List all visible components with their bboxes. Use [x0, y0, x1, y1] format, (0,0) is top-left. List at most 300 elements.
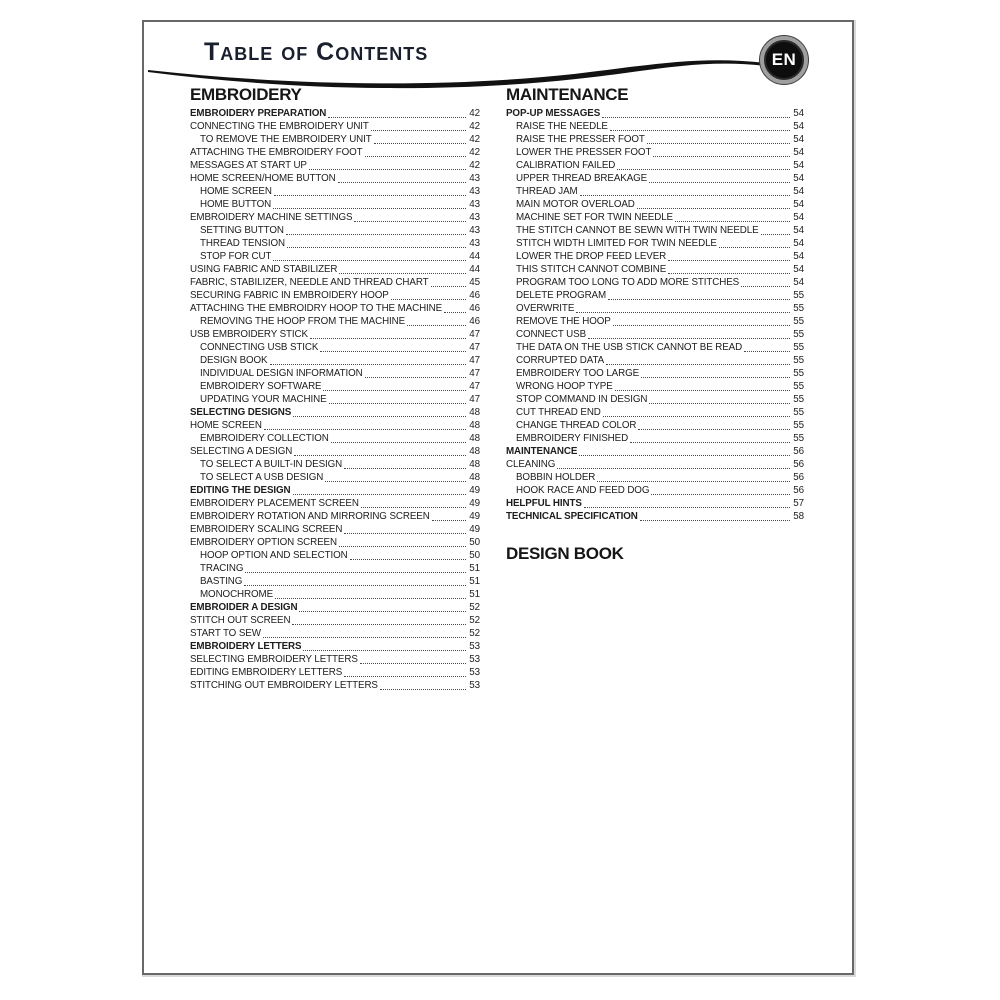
toc-entry-page: 54 — [793, 264, 804, 275]
dot-leader — [444, 312, 466, 313]
toc-entry-page: 43 — [469, 238, 480, 249]
toc-entry — [190, 497, 480, 510]
dot-leader — [637, 208, 790, 209]
toc-entry-page: 54 — [793, 251, 804, 262]
toc-entry-page: 53 — [469, 667, 480, 678]
dot-leader — [597, 481, 790, 482]
toc-entry-label: CORRUPTED DATA — [516, 355, 605, 366]
toc-entry-label: STOP COMMAND IN DESIGN — [516, 394, 648, 405]
toc-entry — [190, 367, 480, 380]
toc-entry-label: WRONG HOOP TYPE — [516, 381, 613, 392]
toc-entry-page: 48 — [469, 446, 480, 457]
toc-entry-page: 45 — [469, 277, 480, 288]
toc-entry — [190, 666, 480, 679]
toc-entry-page: 55 — [793, 420, 804, 431]
toc-entry-page: 49 — [469, 498, 480, 509]
toc-entry-page: 54 — [793, 121, 804, 132]
toc-entry-label: INDIVIDUAL DESIGN INFORMATION — [200, 368, 363, 379]
toc-entry-label: PROGRAM TOO LONG TO ADD MORE STITCHES — [516, 277, 740, 288]
toc-entry-label: STITCH WIDTH LIMITED FOR TWIN NEEDLE — [516, 238, 717, 249]
toc-entry-page: 51 — [469, 589, 480, 600]
toc-entry — [190, 107, 480, 120]
toc-entry-label: EMBROIDERY SCALING SCREEN — [190, 524, 343, 535]
toc-entry-page: 48 — [469, 472, 480, 483]
toc-entry — [506, 393, 804, 406]
dot-leader — [310, 338, 466, 339]
toc-entry — [506, 107, 804, 120]
toc-entry-page: 52 — [469, 615, 480, 626]
toc-entry-label: HOME BUTTON — [200, 199, 272, 210]
toc-entry — [506, 120, 804, 133]
toc-entry — [190, 562, 480, 575]
toc-entry-page: 54 — [793, 108, 804, 119]
dot-leader — [744, 351, 790, 352]
toc-entry — [190, 640, 480, 653]
toc-entry-page: 55 — [793, 368, 804, 379]
toc-entry-label: REMOVING THE HOOP FROM THE MACHINE — [200, 316, 406, 327]
toc-entry-page: 55 — [793, 316, 804, 327]
toc-entry-page: 51 — [469, 576, 480, 587]
toc-entry-page: 42 — [469, 160, 480, 171]
manual-page — [142, 20, 854, 975]
dot-leader — [360, 663, 466, 664]
toc-entry-page: 47 — [469, 329, 480, 340]
toc-entry-label: SELECTING EMBROIDERY LETTERS — [190, 654, 358, 665]
toc-entry-page: 46 — [469, 303, 480, 314]
toc-entry — [506, 315, 804, 328]
toc-entry-label: EMBROIDERY TOO LARGE — [516, 368, 640, 379]
toc-entry-label: CALIBRATION FAILED — [516, 160, 616, 171]
toc-entry — [190, 263, 480, 276]
toc-entry-page: 56 — [793, 459, 804, 470]
toc-entry — [506, 276, 804, 289]
toc-entry-page: 55 — [793, 394, 804, 405]
dot-leader — [323, 390, 466, 391]
dot-leader — [651, 494, 790, 495]
dot-leader — [668, 260, 790, 261]
toc-entry-label: SELECTING A DESIGN — [190, 446, 293, 457]
toc-entry — [190, 679, 480, 692]
toc-entry — [190, 653, 480, 666]
toc-entry — [190, 133, 480, 146]
dot-leader — [391, 299, 466, 300]
toc-entry-page: 46 — [469, 316, 480, 327]
dot-leader — [270, 364, 467, 365]
toc-entry-label: REMOVE THE HOOP — [516, 316, 611, 327]
toc-entry-page: 53 — [469, 654, 480, 665]
dot-leader — [273, 208, 466, 209]
toc-entry-page: 54 — [793, 160, 804, 171]
toc-entry — [190, 211, 480, 224]
dot-leader — [588, 338, 790, 339]
dot-leader — [374, 143, 466, 144]
section-heading-maintenance: MAINTENANCE — [506, 85, 629, 104]
toc-entry — [506, 510, 804, 523]
toc-entry — [190, 315, 480, 328]
dot-leader — [328, 117, 466, 118]
toc-entry-page: 42 — [469, 134, 480, 145]
toc-entry-page: 48 — [469, 459, 480, 470]
toc-entry-page: 56 — [793, 446, 804, 457]
toc-entry — [190, 380, 480, 393]
toc-entry-label: THREAD TENSION — [200, 238, 285, 249]
toc-entry — [190, 536, 480, 549]
toc-entry-page: 55 — [793, 303, 804, 314]
dot-leader — [432, 520, 466, 521]
toc-entry — [190, 588, 480, 601]
toc-entry-label: USING FABRIC AND STABILIZER — [190, 264, 338, 275]
toc-entry — [190, 575, 480, 588]
toc-entry-label: DELETE PROGRAM — [516, 290, 607, 301]
toc-entry-label: STITCHING OUT EMBROIDERY LETTERS — [190, 680, 378, 691]
toc-entry — [506, 354, 804, 367]
toc-entry-label: CONNECTING THE EMBROIDERY UNIT — [190, 121, 369, 132]
toc-entry-page: 47 — [469, 394, 480, 405]
toc-entry-label: TRACING — [200, 563, 244, 574]
toc-entry-page: 54 — [793, 212, 804, 223]
toc-entry-page: 55 — [793, 433, 804, 444]
toc-entry — [190, 302, 480, 315]
dot-leader — [579, 455, 790, 456]
toc-entry-label: EDITING THE DESIGN — [190, 485, 291, 496]
toc-entry-label: HOOP OPTION AND SELECTION — [200, 550, 348, 561]
toc-entry-label: EMBROIDERY OPTION SCREEN — [190, 537, 337, 548]
toc-entry-label: EMBROIDERY FINISHED — [516, 433, 629, 444]
toc-entry-page: 53 — [469, 641, 480, 652]
dot-leader — [294, 455, 466, 456]
dot-leader — [761, 234, 790, 235]
dot-leader — [613, 325, 790, 326]
toc-entry — [506, 406, 804, 419]
toc-entry-page: 48 — [469, 420, 480, 431]
toc-entry — [190, 198, 480, 211]
section-heading-design-book: DESIGN BOOK — [506, 544, 624, 563]
toc-entry-label: MACHINE SET FOR TWIN NEEDLE — [516, 212, 673, 223]
dot-leader — [273, 260, 466, 261]
toc-entry — [190, 549, 480, 562]
toc-entry-page: 52 — [469, 628, 480, 639]
dot-leader — [344, 533, 466, 534]
toc-entry-page: 54 — [793, 199, 804, 210]
toc-entry-label: CONNECT USB — [516, 329, 587, 340]
toc-entry — [506, 367, 804, 380]
toc-entry-page: 49 — [469, 485, 480, 496]
toc-entry — [506, 250, 804, 263]
toc-entry-label: EDITING EMBROIDERY LETTERS — [190, 667, 343, 678]
toc-entry-label: ATTACHING THE EMBROIDRY HOOP TO THE MACHINE — [190, 303, 443, 314]
dot-leader — [338, 182, 466, 183]
toc-entry-label: SETTING BUTTON — [200, 225, 284, 236]
toc-entry — [506, 419, 804, 432]
toc-entry-label: MONOCHROME — [200, 589, 274, 600]
dot-leader — [361, 507, 466, 508]
toc-entry-label: SELECTING DESIGNS — [190, 407, 292, 418]
dot-leader — [647, 143, 790, 144]
toc-entry — [190, 159, 480, 172]
toc-entry-label: OVERWRITE — [516, 303, 575, 314]
toc-entry-page: 55 — [793, 355, 804, 366]
toc-entry-label: EMBROIDERY ROTATION AND MIRRORING SCREEN — [190, 511, 430, 522]
toc-entry-page: 55 — [793, 342, 804, 353]
toc-entry-label: THIS STITCH CANNOT COMBINE — [516, 264, 667, 275]
toc-entry — [506, 211, 804, 224]
toc-column-maintenance — [506, 86, 804, 566]
dot-leader — [320, 351, 466, 352]
toc-entry-label: STOP FOR CUT — [200, 251, 272, 262]
toc-entry-page: 55 — [793, 381, 804, 392]
toc-entry — [506, 328, 804, 341]
toc-entry — [190, 601, 480, 614]
toc-entry — [506, 484, 804, 497]
toc-entry-label: TECHNICAL SPECIFICATION — [506, 511, 638, 522]
toc-entry — [190, 224, 480, 237]
dot-leader — [287, 247, 466, 248]
toc-entry — [190, 419, 480, 432]
dot-leader — [275, 598, 466, 599]
toc-entry — [506, 445, 804, 458]
dot-leader — [606, 364, 790, 365]
toc-entry-label: HOME SCREEN/HOME BUTTON — [190, 173, 336, 184]
toc-entry-label: START TO SEW — [190, 628, 261, 639]
dot-leader — [245, 572, 466, 573]
dot-leader — [299, 611, 466, 612]
dot-leader — [608, 299, 790, 300]
toc-entry — [190, 432, 480, 445]
toc-column-embroidery — [190, 86, 480, 692]
dot-leader — [309, 169, 466, 170]
toc-entry-page: 54 — [793, 134, 804, 145]
toc-entry — [190, 458, 480, 471]
toc-entry — [506, 380, 804, 393]
dot-leader — [653, 156, 790, 157]
dot-leader — [602, 117, 790, 118]
dot-leader — [668, 273, 790, 274]
toc-entry-label: THREAD JAM — [516, 186, 578, 197]
toc-entry-label: EMBROIDERY SOFTWARE — [200, 381, 322, 392]
dot-leader — [344, 468, 466, 469]
toc-entry-page: 55 — [793, 329, 804, 340]
toc-entry — [190, 120, 480, 133]
toc-entry-label: ATTACHING THE EMBROIDERY FOOT — [190, 147, 363, 158]
dot-leader — [675, 221, 790, 222]
toc-entry — [190, 445, 480, 458]
toc-entry-page: 49 — [469, 511, 480, 522]
section-heading-embroidery: EMBROIDERY — [190, 85, 302, 104]
toc-entry — [506, 302, 804, 315]
dot-leader — [350, 559, 466, 560]
toc-entry-label: CLEANING — [506, 459, 556, 470]
toc-entry — [190, 276, 480, 289]
toc-entry-page: 49 — [469, 524, 480, 535]
toc-entry-label: EMBROIDERY PREPARATION — [190, 108, 327, 119]
toc-entry-label: HOME SCREEN — [200, 186, 272, 197]
toc-entry-label: CONNECTING USB STICK — [200, 342, 319, 353]
toc-entry-label: SECURING FABRIC IN EMBROIDERY HOOP — [190, 290, 389, 301]
toc-entry-page: 43 — [469, 186, 480, 197]
toc-entry-label: DESIGN BOOK — [200, 355, 268, 366]
toc-entry-page: 48 — [469, 407, 480, 418]
toc-entry — [190, 406, 480, 419]
toc-entry-label: CUT THREAD END — [516, 407, 601, 418]
toc-entry-label: TO SELECT A BUILT-IN DESIGN — [200, 459, 343, 470]
toc-entry-label: TO SELECT A USB DESIGN — [200, 472, 324, 483]
toc-entry — [506, 497, 804, 510]
toc-entry-page: 54 — [793, 186, 804, 197]
toc-entry-page: 54 — [793, 277, 804, 288]
toc-entry — [190, 328, 480, 341]
toc-entry — [506, 341, 804, 354]
toc-entry-label: EMBROIDER A DESIGN — [190, 602, 298, 613]
dot-leader — [286, 234, 466, 235]
toc-entry — [506, 146, 804, 159]
dot-leader — [244, 585, 466, 586]
dot-leader — [293, 416, 466, 417]
toc-entry-label: FABRIC, STABILIZER, NEEDLE AND THREAD CHART — [190, 277, 429, 288]
toc-entry-page: 44 — [469, 264, 480, 275]
toc-entry-label: MAIN MOTOR OVERLOAD — [516, 199, 635, 210]
toc-entry — [190, 289, 480, 302]
toc-entry-page: 46 — [469, 290, 480, 301]
dot-leader — [584, 507, 790, 508]
toc-entry — [190, 510, 480, 523]
dot-leader — [603, 416, 790, 417]
dot-leader — [371, 130, 466, 131]
language-badge-label: EN — [771, 50, 797, 69]
toc-entry-label: THE STITCH CANNOT BE SEWN WITH TWIN NEEDLE — [516, 225, 759, 236]
dot-leader — [365, 156, 466, 157]
toc-entry — [506, 263, 804, 276]
dot-leader — [741, 286, 790, 287]
dot-leader — [615, 390, 790, 391]
toc-entry-page: 55 — [793, 290, 804, 301]
toc-entry-label: EMBROIDERY COLLECTION — [200, 433, 329, 444]
toc-entry — [190, 237, 480, 250]
dot-leader — [339, 273, 466, 274]
toc-entry-page: 43 — [469, 225, 480, 236]
dot-leader — [331, 442, 466, 443]
toc-entry-page: 57 — [793, 498, 804, 509]
toc-entry-page: 55 — [793, 407, 804, 418]
dot-leader — [339, 546, 466, 547]
dot-leader — [344, 676, 466, 677]
toc-entry — [190, 146, 480, 159]
toc-entry-label: LOWER THE PRESSER FOOT — [516, 147, 652, 158]
dot-leader — [617, 169, 790, 170]
toc-entry — [506, 159, 804, 172]
dot-leader — [407, 325, 466, 326]
toc-entry-page: 58 — [793, 511, 804, 522]
toc-entry — [190, 172, 480, 185]
toc-entry-page: 48 — [469, 433, 480, 444]
toc-entry — [190, 523, 480, 536]
toc-entry — [190, 250, 480, 263]
toc-entry-label: MAINTENANCE — [506, 446, 578, 457]
toc-entry — [506, 471, 804, 484]
toc-entry-label: HELPFUL HINTS — [506, 498, 582, 509]
toc-entry-label: UPPER THREAD BREAKAGE — [516, 173, 648, 184]
toc-entry — [506, 133, 804, 146]
dot-leader — [264, 429, 466, 430]
toc-entry-label: RAISE THE NEEDLE — [516, 121, 608, 132]
dot-leader — [649, 403, 790, 404]
toc-entry — [506, 198, 804, 211]
dot-leader — [263, 637, 466, 638]
page-title: Table of Contents — [204, 38, 429, 66]
toc-entry-page: 47 — [469, 355, 480, 366]
toc-entry-page: 54 — [793, 225, 804, 236]
dot-leader — [293, 494, 466, 495]
toc-entry — [190, 354, 480, 367]
toc-entry-label: USB EMBROIDERY STICK — [190, 329, 308, 340]
toc-entry-label: EMBROIDERY LETTERS — [190, 641, 302, 652]
toc-entry — [506, 432, 804, 445]
toc-entries-maintenance — [506, 107, 804, 523]
toc-entry-label: HOME SCREEN — [190, 420, 262, 431]
dot-leader — [354, 221, 466, 222]
toc-entry — [506, 224, 804, 237]
dot-leader — [641, 377, 790, 378]
toc-entry — [190, 471, 480, 484]
toc-entry-page: 44 — [469, 251, 480, 262]
dot-leader — [630, 442, 790, 443]
toc-entry-label: RAISE THE PRESSER FOOT — [516, 134, 645, 145]
toc-entry-label: UPDATING YOUR MACHINE — [200, 394, 327, 405]
toc-entry-label: POP-UP MESSAGES — [506, 108, 601, 119]
dot-leader — [329, 403, 466, 404]
toc-entry-page: 50 — [469, 537, 480, 548]
dot-leader — [557, 468, 790, 469]
toc-entry-label: CHANGE THREAD COLOR — [516, 420, 637, 431]
dot-leader — [380, 689, 466, 690]
toc-entry — [506, 172, 804, 185]
toc-entry-page: 43 — [469, 173, 480, 184]
toc-entry-label: MESSAGES AT START UP — [190, 160, 307, 171]
dot-leader — [292, 624, 466, 625]
toc-entry-page: 47 — [469, 342, 480, 353]
dot-leader — [303, 650, 466, 651]
dot-leader — [580, 195, 790, 196]
toc-entry-label: THE DATA ON THE USB STICK CANNOT BE READ — [516, 342, 743, 353]
toc-entry — [190, 341, 480, 354]
toc-entries-embroidery — [190, 107, 480, 692]
toc-entry-page: 56 — [793, 485, 804, 496]
toc-entry-page: 50 — [469, 550, 480, 561]
dot-leader — [640, 520, 790, 521]
toc-entry-label: HOOK RACE AND FEED DOG — [516, 485, 650, 496]
dot-leader — [365, 377, 466, 378]
toc-entry-page: 43 — [469, 212, 480, 223]
toc-entry — [506, 458, 804, 471]
toc-entry-label: LOWER THE DROP FEED LEVER — [516, 251, 667, 262]
toc-entry-page: 47 — [469, 381, 480, 392]
dot-leader — [431, 286, 467, 287]
dot-leader — [274, 195, 466, 196]
dot-leader — [610, 130, 790, 131]
toc-entry — [190, 627, 480, 640]
toc-entry-label: EMBROIDERY MACHINE SETTINGS — [190, 212, 353, 223]
toc-entry-page: 42 — [469, 147, 480, 158]
toc-entry — [190, 614, 480, 627]
toc-entry-page: 54 — [793, 173, 804, 184]
toc-entry-label: TO REMOVE THE EMBROIDERY UNIT — [200, 134, 372, 145]
toc-entry — [190, 484, 480, 497]
toc-entry-page: 51 — [469, 563, 480, 574]
toc-entry-page: 42 — [469, 108, 480, 119]
toc-entry-label: BOBBIN HOLDER — [516, 472, 596, 483]
toc-entry — [506, 289, 804, 302]
dot-leader — [649, 182, 790, 183]
toc-entry-page: 43 — [469, 199, 480, 210]
